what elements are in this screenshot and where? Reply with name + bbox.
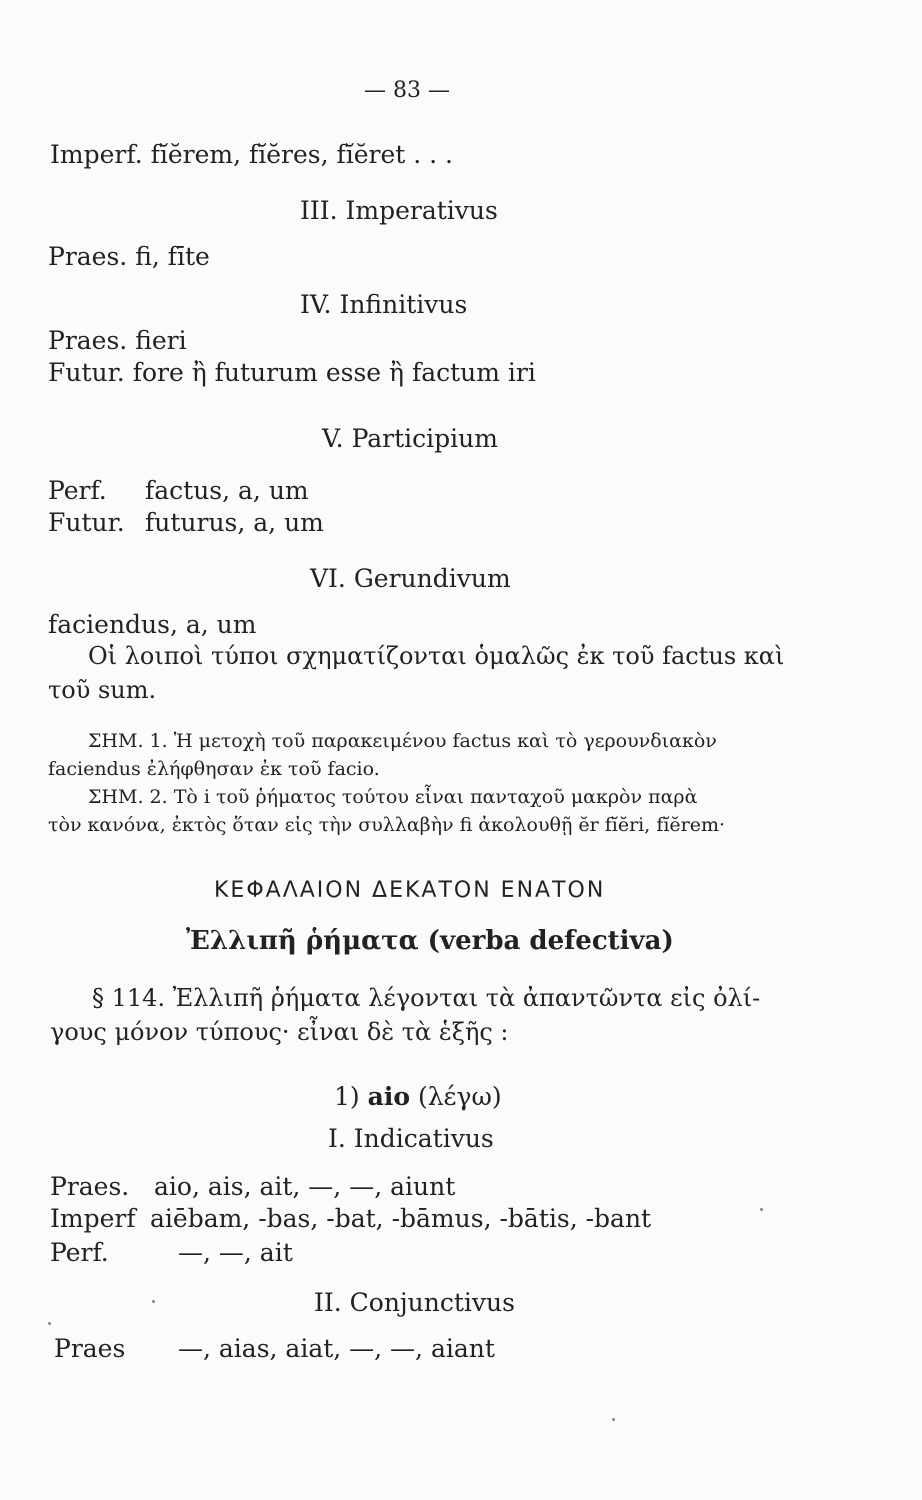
conjunctivus-heading: II. Conjunctivus [314,1288,515,1317]
imperf-line: Imperf. fĭĕrem, fĭĕres, fĭĕret . . . [50,140,454,169]
page-number: — 83 — [364,78,450,103]
participium-heading: V. Participium [322,424,498,453]
ind-perf-label: Perf. [50,1238,109,1267]
paragraph-1-line-1: Οἱ λοιποὶ τύποι σχηματίζονται ὁμαλῶς ἐκ τοῦ factus καὶ [88,642,785,670]
note-1-line-2: faciendus ἐλήφθησαν ἐκ τοῦ facio. [48,758,380,780]
paragraph-2-line-2: γους μόνον τύπους· εἶναι δὲ τὰ ἑξῆς : [50,1018,509,1046]
ind-praes-value: aio, ais, ait, —, —, aiunt [154,1172,456,1201]
aio-gloss: (λέγω) [417,1082,502,1111]
section-title: Ἐλλιπῆ ῥήματα (verba defectiva) [186,926,674,956]
note-2-line-1: ΣΗΜ. 2. Τὸ i τοῦ ῥήματος τούτου εἶναι πανταχοῦ μακρὸν παρὰ [88,786,698,808]
conj-praes-value: —, aias, aiat, —, —, aiant [178,1334,495,1363]
aio-word: aio [367,1082,410,1111]
ind-imperf-row [50,1206,750,1234]
ink-speck [760,1208,763,1211]
futur-participium-value: futurus, a, um [145,508,324,537]
indicativus-heading: I. Indicativus [328,1124,494,1153]
conj-praes-row [54,1336,754,1364]
conj-praes-label: Praes [54,1334,126,1363]
aio-number: 1) [334,1082,360,1111]
ind-praes-row [50,1174,750,1202]
praes-infinitivus-line: Praes. fieri [48,326,187,355]
ind-imperf-label: Imperf [50,1204,136,1233]
ind-perf-value: —, —, ait [178,1238,293,1267]
infinitivus-heading: IV. Infinitivus [300,290,468,319]
ink-speck [152,1300,155,1303]
ind-praes-label: Praes. [50,1172,130,1201]
chapter-title: ΚΕΦΑΛΑΙΟΝ ΔΕΚΑΤΟΝ ΕΝΑΤΟΝ [214,878,606,903]
futur-participium-row [48,510,448,538]
perf-participium-value: factus, a, um [145,476,309,505]
note-1-line-1: ΣΗΜ. 1. Ἡ μετοχὴ τοῦ παρακειμένου factus καὶ τὸ γερουνδιακὸν [88,730,717,752]
ind-perf-row [50,1240,750,1268]
perf-participium-row [48,478,448,506]
ink-speck [48,1322,51,1325]
ink-speck [612,1418,615,1421]
paragraph-2-line-1: § 114. Ἐλλιπῆ ῥήματα λέγονται τὰ ἀπαντῶντα εἰς ὀλί- [92,984,761,1012]
praes-imperativus-line: Praes. fi, fīte [48,242,210,271]
futur-participium-label: Futur. [48,508,125,537]
note-2-line-2: τὸν κανόνα, ἐκτὸς ὅταν εἰς τὴν συλλαβὴν fi ἀκολουθῇ ĕr fĭĕri, fĭĕrem· [48,814,726,836]
perf-participium-label: Perf. [48,476,107,505]
futur-infinitivus-line: Futur. fore ἢ futurum esse ἢ factum iri [48,358,536,387]
imperativus-heading: III. Imperativus [300,196,498,225]
gerundivum-heading: VI. Gerundivum [310,564,511,593]
ind-imperf-value: aiēbam, -bas, -bat, -bāmus, -bātis, -bant [150,1204,652,1233]
aio-heading [334,1084,502,1109]
paragraph-1-line-2: τοῦ sum. [48,676,157,704]
gerundivum-value: faciendus, a, um [48,610,257,639]
